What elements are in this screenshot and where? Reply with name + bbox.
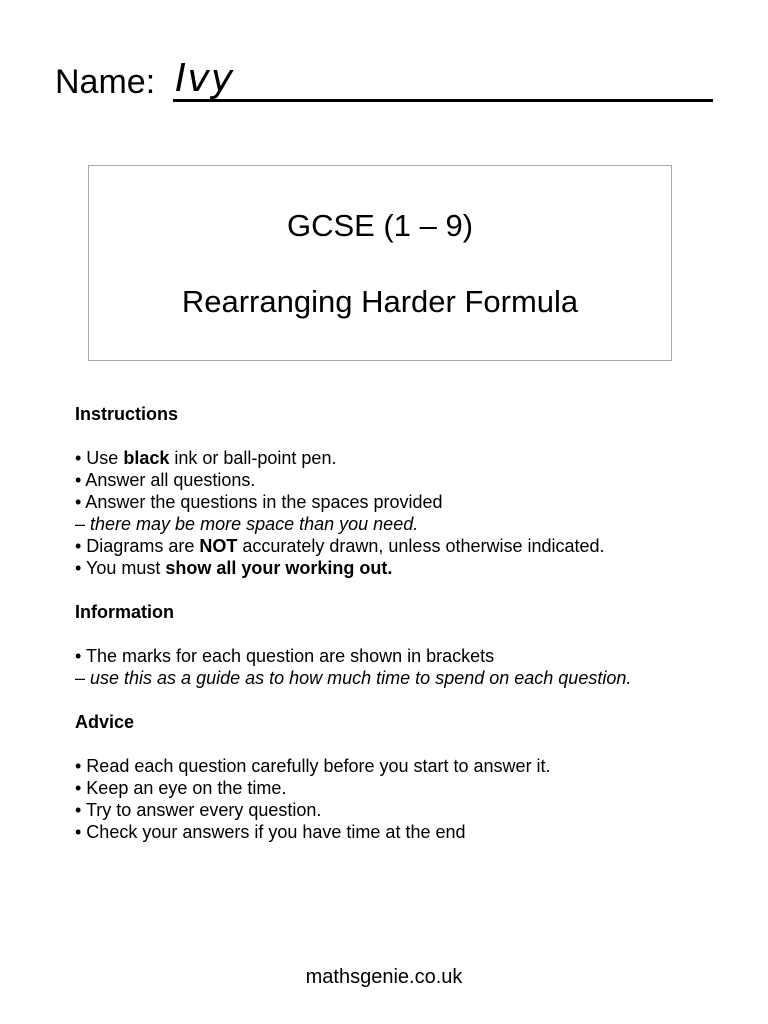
information-heading: Information xyxy=(75,602,174,622)
instruction-item: • You must show all your working out. xyxy=(75,558,393,578)
topic-title: Rearranging Harder Formula xyxy=(181,284,579,319)
information-item: • The marks for each question are shown in brackets xyxy=(75,646,495,666)
instruction-item: • Answer the questions in the spaces provided xyxy=(75,492,443,512)
advice-item: • Read each question carefully before you start to answer it. xyxy=(75,756,551,776)
front-page-content xyxy=(75,403,735,843)
name-underline xyxy=(173,99,713,102)
name-field xyxy=(55,58,715,118)
exam-level-title: GCSE (1 – 9) xyxy=(286,208,474,243)
footer-site: mathsgenie.co.uk xyxy=(305,966,463,988)
instruction-item: • Use black ink or ball-point pen. xyxy=(75,448,337,468)
advice-item: • Check your answers if you have time at the end xyxy=(75,822,466,842)
advice-item: • Try to answer every question. xyxy=(75,800,322,820)
instruction-item: • Answer all questions. xyxy=(75,470,256,490)
advice-heading: Advice xyxy=(75,712,135,732)
advice-item: • Keep an eye on the time. xyxy=(75,778,287,798)
title-box xyxy=(88,165,672,361)
instruction-subnote: – there may be more space than you need. xyxy=(75,514,419,534)
instruction-item: • Diagrams are NOT accurately drawn, unless otherwise indicated. xyxy=(75,536,605,556)
name-handwritten-value: Ivy xyxy=(175,56,235,100)
instructions-heading: Instructions xyxy=(75,404,179,424)
information-subnote: – use this as a guide as to how much time to spend on each question. xyxy=(75,668,632,688)
name-label: Name: xyxy=(55,63,156,101)
